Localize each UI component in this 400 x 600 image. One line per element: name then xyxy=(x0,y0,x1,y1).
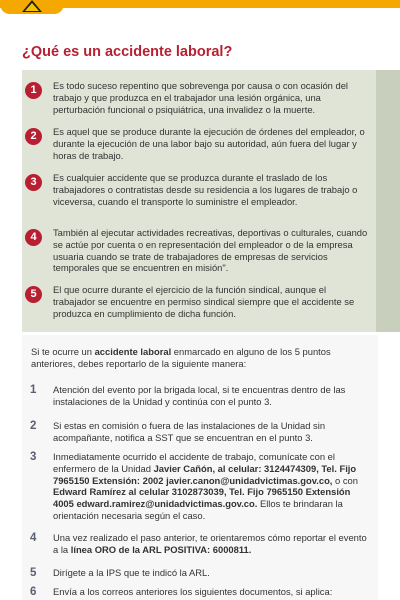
page-title: ¿Qué es un accidente laboral? xyxy=(22,44,233,60)
step-text xyxy=(53,586,373,598)
warning-sign xyxy=(0,0,64,14)
step-text-part: Dirígete a la IPS que te indicó la ARL. xyxy=(53,567,210,578)
step-text-part: Envía a los correos anteriores los siguientes documentos, si aplica: xyxy=(53,586,333,597)
step-text-bold: Edward Ramírez al celular 3102873039, Tel. Fijo 7965150 Extensión 4005 edward.ramirez@unidadvictimas.gov.co. xyxy=(53,486,351,510)
step-text-part: Inmediatamente ocurrido el accidente de trabajo, comunícate con el enfermero de la Unidad xyxy=(53,451,335,474)
definition-text: Es cualquier accidente que se produzca durante el traslado de los trabajadores o contratistas desde su residencia a los lugares de trabajo o viceversa, cuando el transporte lo suministre el empleador. xyxy=(53,172,358,207)
step-number: 6 xyxy=(30,586,37,598)
step-text-part: Ellos te brindaran la orientación necesaria según el caso. xyxy=(53,498,343,521)
decorative-stripe xyxy=(376,70,400,332)
number-badge: 1 xyxy=(25,82,42,99)
step-text xyxy=(53,451,373,522)
step-text-bold: Javier Cañón, al celular: 3124474309, Tel. Fijo 7965150 Extensión: 2002 javier.canon@unidadvictimas.gov.co, xyxy=(53,462,357,486)
intro-bold: accidente laboral xyxy=(94,346,172,357)
step-text xyxy=(53,567,373,579)
number-badge: 2 xyxy=(25,128,42,145)
intro-before: Si te ocurre un xyxy=(31,346,95,357)
step-number: 4 xyxy=(30,532,37,544)
step-number: 2 xyxy=(30,420,37,432)
step-text-part: o con xyxy=(332,474,358,486)
number-badge: 5 xyxy=(25,286,42,303)
step-text xyxy=(53,532,373,556)
definition-text: El que ocurre durante el ejercicio de la función sindical, aunque el trabajador se encuentre en permiso sindical siempre que el accidente se produzca en cumplimiento de dicha función. xyxy=(53,284,355,319)
definition-text: Es todo suceso repentino que sobrevenga por causa o con ocasión del trabajo y que produzca en el trabajador una lesión orgánica, una perturbación funcional o psiquiátrica, una invalidez o la muerte. xyxy=(53,80,348,115)
step-text xyxy=(53,384,373,408)
step-text-part: Atención del evento por la brigada local, si te encuentras dentro de las instalaciones de la Unidad y continúa con el punto 3. xyxy=(53,384,346,407)
definition-text: Es aquel que se produce durante la ejecución de órdenes del empleador, o durante la ejecución de una labor bajo su autoridad, aún fuera del lugar y horas de trabajo. xyxy=(53,126,365,161)
definition-text: También al ejecutar actividades recreativas, deportivas o culturales, cuando se actúe por cuenta o en representación del empleador o de la empresa usuaria cuando se trate de trabajadores de empresas de servicios temporales que se encuentren en misión". xyxy=(53,227,368,274)
step-number: 1 xyxy=(30,384,37,396)
intro-text xyxy=(31,346,361,370)
step-text-bold: línea ORO de la ARL POSITIVA: 6000811. xyxy=(70,543,252,555)
definitions-panel xyxy=(22,70,378,332)
warning-icon xyxy=(22,0,42,12)
step-text-part: Si estas en comisión o fuera de las instalaciones de la Unidad sin acompañante, notifica a SST que se encuentran en el punto 3. xyxy=(53,420,326,443)
number-badge: 3 xyxy=(25,174,42,191)
step-text-part: Una vez realizado el paso anterior, te orientaremos cómo reportar el evento a la xyxy=(53,532,367,555)
step-number: 5 xyxy=(30,567,37,579)
intro-after: enmarcado en alguno de los 5 puntos anteriores, debes reportarlo de la siguiente manera: xyxy=(31,346,331,369)
step-number: 3 xyxy=(30,451,37,463)
step-text xyxy=(53,420,373,444)
number-badge: 4 xyxy=(25,229,42,246)
